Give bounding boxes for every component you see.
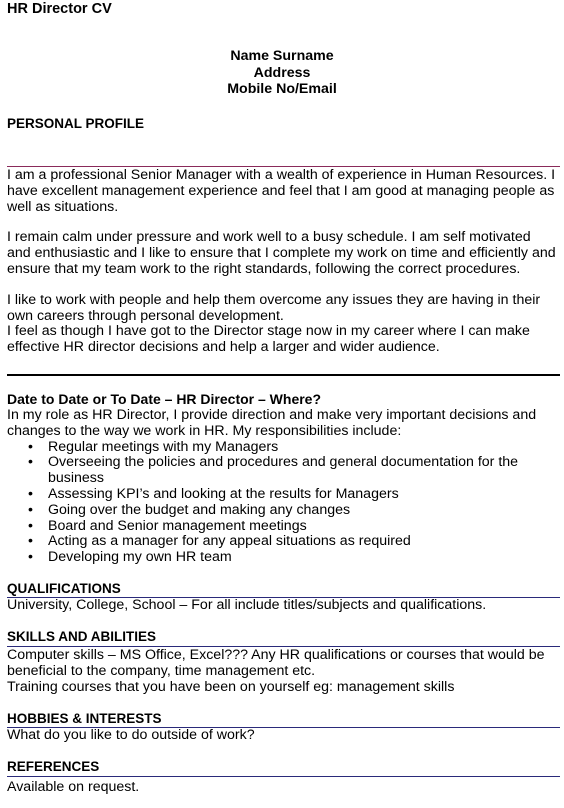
profile-section	[7, 168, 557, 356]
experience-heading: Date to Date or To Date – HR Director – Where?	[7, 391, 322, 407]
list-item: • Regular meetings with my Managers	[48, 440, 557, 456]
list-item: • Developing my own HR team	[48, 550, 557, 566]
experience-intro: In my role as HR Director, I provide direction and make very important decisions and changes to the way we work in HR. My responsibilities include:	[7, 407, 537, 439]
list-item: • Assessing KPI’s and looking at the results for Managers	[48, 487, 557, 503]
skills-line: Training courses that you have been on yourself eg: management skills	[7, 678, 455, 695]
candidate-address: Address	[253, 64, 311, 81]
skills-section	[7, 648, 557, 695]
qualifications-text: University, College, School – For all include titles/subjects and qualifications.	[7, 597, 487, 613]
hobbies-heading: HOBBIES & INTERESTS	[7, 711, 162, 726]
hobbies-text: What do you like to do outside of work?	[7, 727, 255, 743]
references-heading: REFERENCES	[7, 759, 100, 774]
experience-section	[7, 408, 557, 566]
responsibilities-list	[7, 440, 557, 566]
profile-paragraph: I remain calm under pressure and work well to a busy schedule. I am self motivated and enthusiastic and I like to ensure that I complete my work on time and efficiently and ensure that my team work to the right standards, following the correct procedures.	[7, 229, 556, 277]
list-item: • Acting as a manager for any appeal situations as required	[48, 534, 557, 550]
document-title: HR Director CV	[7, 1, 112, 17]
references-text: Available on request.	[7, 779, 140, 795]
qualifications-heading: QUALIFICATIONS	[7, 581, 121, 596]
section-divider	[7, 374, 560, 376]
list-item: • Board and Senior management meetings	[48, 519, 557, 535]
profile-paragraph: I feel as though I have got to the Director stage now in my career where I can make effective HR director decisions and help a larger and wider audience.	[7, 323, 530, 356]
list-item: • Overseeing the policies and procedures and general documentation for the business	[48, 455, 557, 487]
skills-line: Computer skills – MS Office, Excel??? Any HR qualifications or courses that would be beneficial to the company, time management etc.	[7, 647, 545, 679]
references-divider	[7, 776, 560, 777]
contact-header	[0, 48, 564, 98]
candidate-contact: Mobile No/Email	[227, 81, 337, 97]
candidate-name: Name Surname	[230, 48, 334, 64]
profile-heading: PERSONAL PROFILE	[7, 116, 145, 131]
profile-paragraph: I like to work with people and help them overcome any issues they are having in their own careers through personal development.	[7, 291, 541, 324]
skills-heading: SKILLS AND ABILITIES	[7, 629, 157, 644]
list-item: • Going over the budget and making any changes	[48, 503, 557, 519]
profile-paragraph: I am a professional Senior Manager with a wealth of experience in Human Resources. I have excellent management experience and feel that I am good at managing people as well as situations.	[7, 167, 556, 215]
